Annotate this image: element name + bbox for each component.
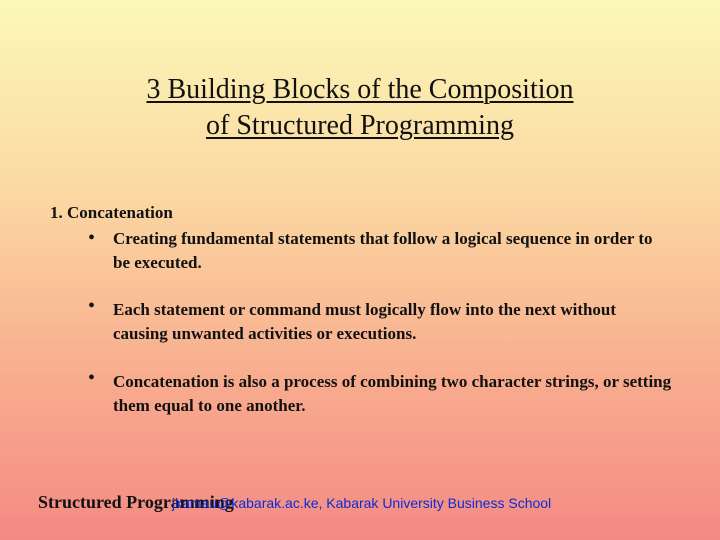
footer-author-contact: jkamau@kabarak.ac.ke, Kabarak University Business School [172,495,552,511]
footer-course-title: Structured Programming [38,492,234,512]
bullet-text-1: Creating fundamental statements that follow a logical sequence in order to be executed. [113,229,653,272]
bullet-icon: • [88,295,96,317]
list-item-heading: 1. Concatenation [50,203,173,222]
slide-title-line-1: 3 Building Blocks of the Composition [146,74,574,105]
bullet-icon: • [88,367,96,389]
bullet-icon: • [88,227,96,249]
bullet-text-3: Concatenation is also a process of combining two character strings, or setting them equal to one another. [113,372,672,415]
slide-title-line-2: of Structured Programming [206,110,514,141]
bullet-text-2: Each statement or command must logically flow into the next without causing unwanted activities or executions. [113,300,617,343]
slide-title [60,72,660,144]
